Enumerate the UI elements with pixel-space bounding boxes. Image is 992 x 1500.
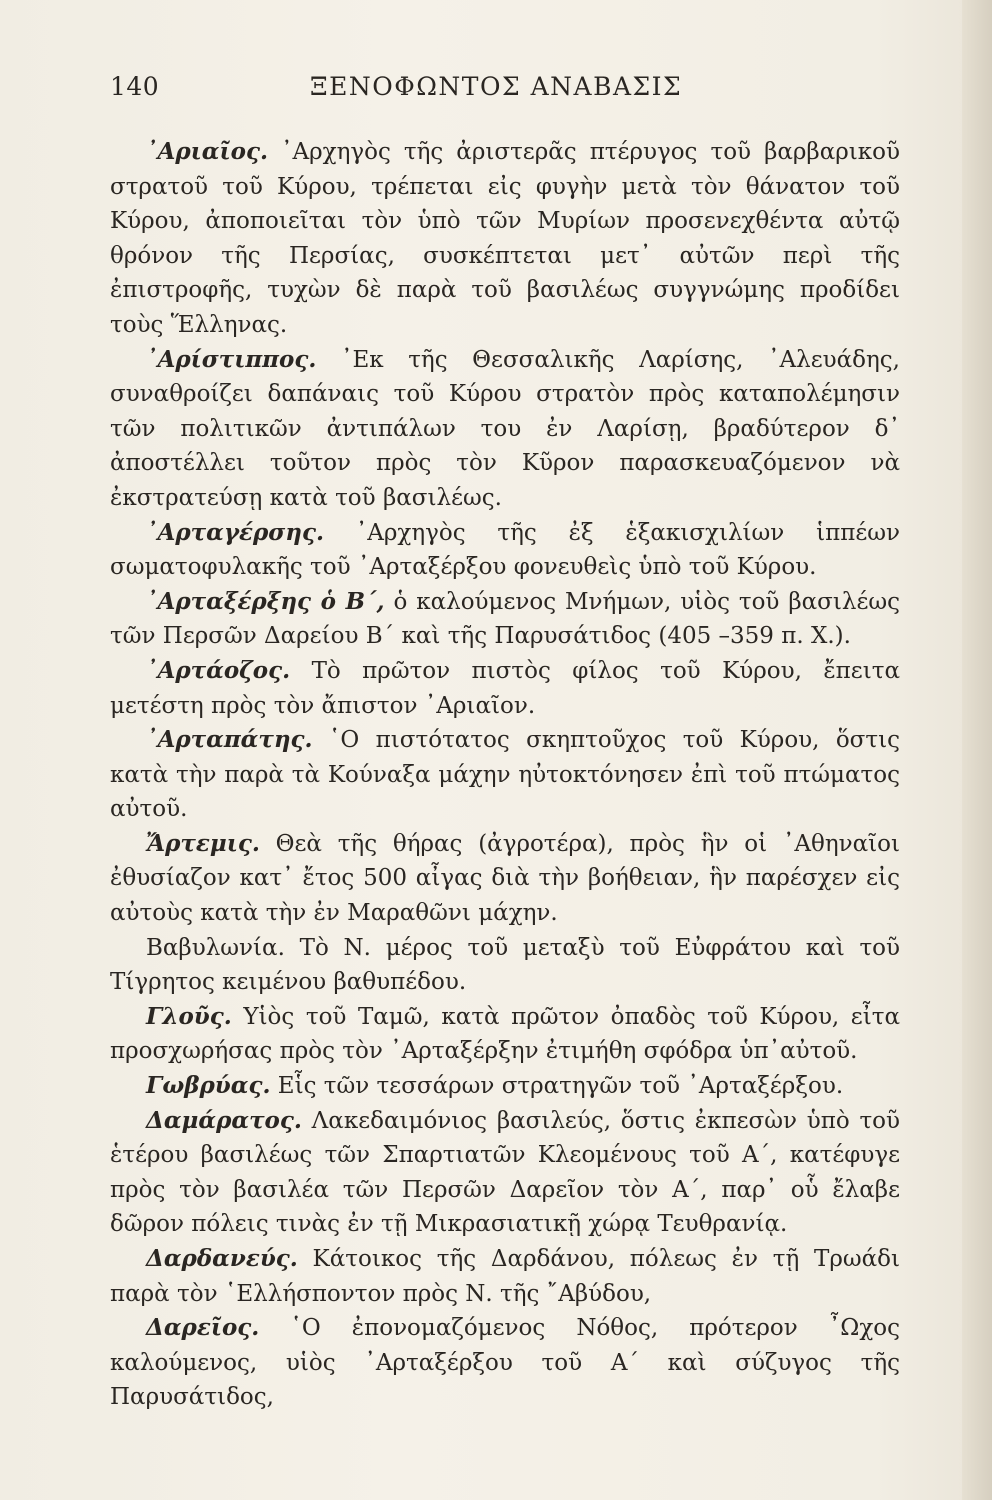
entry-text: Θεὰ τῆς θήρας (ἀγροτέρα), πρὸς ἣν οἱ ᾿Αθηναῖοι ἐθυσίαζον κατ᾿ ἔτος 500 αἶγας διὰ τὴν βοήθειαν, ἣν παρέσχεν εἰς αὐτοὺς κατὰ τὴν ἐν Μαραθῶνι μάχην. <box>110 830 900 927</box>
glossary-entry <box>110 1311 900 1415</box>
glossary-body <box>110 135 900 1415</box>
entry-headword: ᾿Αρταπάτης. <box>146 726 313 754</box>
entry-text: Υἱὸς τοῦ Ταμῶ, κατὰ πρῶτον ὀπαδὸς τοῦ Κύρου, εἶτα προσχωρήσας πρὸς τὸν ᾿Αρταξέρξην ἐτιμήθη σφόδρα ὑπ᾿αὐτοῦ. <box>110 1003 900 1065</box>
glossary-entry <box>110 135 900 343</box>
glossary-entry <box>110 585 900 654</box>
entry-headword: Δαρεῖος. <box>146 1314 260 1342</box>
page-header <box>110 72 900 112</box>
entry-text: ᾿Εκ τῆς Θεσσαλικῆς Λαρίσης, ᾿Αλευάδης, συναθροίζει δαπάναις τοῦ Κύρου στρατὸν πρὸς καταπολέμησιν τῶν πολιτικῶν ἀντιπάλων του ἐν Λαρίσῃ, βραδύτερον δ᾿ ἀποστέλλει τοῦτον πρὸς τὸν Κῦρον παρασκευαζόμενον νὰ ἐκστρατεύσῃ κατὰ τοῦ βασιλέως. <box>110 346 900 511</box>
entry-headword: Δαρδανεύς. <box>146 1245 298 1272</box>
glossary-entry <box>110 931 900 1000</box>
entry-headword: Ἄρτεμις. <box>146 829 260 857</box>
entry-text: Βαβυλωνία. Τὸ Ν. μέρος τοῦ μεταξὺ τοῦ Εὐφράτου καὶ τοῦ Τίγρητος κειμένου βαθυπέδου. <box>110 934 900 996</box>
glossary-entry <box>110 1069 900 1104</box>
entry-text: ῾Ο πιστότατος σκηπτοῦχος τοῦ Κύρου, ὅστις κατὰ τὴν παρὰ τὰ Κούναξα μάχην ηὐτοκτόνησεν ἐπὶ τοῦ πτώματος αὐτοῦ. <box>110 727 900 823</box>
glossary-entry <box>110 1104 900 1242</box>
entry-headword: Γλοῦς. <box>146 1002 232 1030</box>
entry-text: ῾Ο ἐπονομαζόμενος Νόθος, πρότερον ῏Ωχος καλούμενος, υἱὸς ᾿Αρταξέρξου τοῦ Α΄ καὶ σύζυγος τῆς Παρυσάτιδος, <box>110 1315 900 1411</box>
glossary-entry <box>110 827 900 931</box>
entry-headword: ᾿Αριαῖος. <box>146 138 268 165</box>
entry-headword: ᾿Αρταξέρξης ὁ Β΄, <box>146 587 385 615</box>
entry-text: Λακεδαιμόνιος βασιλεύς, ὅστις ἐκπεσὼν ὑπὸ τοῦ ἑτέρου βασιλέως τῶν Σπαρτιατῶν Κλεομένους τοῦ Α΄, κατέφυγε πρὸς τὸν βασιλέα τῶν Περσῶν Δαρεῖον τὸν Α΄, παρ᾿ οὗ ἔλαβε δῶρον πόλεις τινὰς ἐν τῇ Μικρασιατικῇ χώρᾳ Τευθρανίᾳ. <box>110 1107 900 1238</box>
entry-text: ὁ καλούμενος Μνήμων, υἱὸς τοῦ βασιλέως τῶν Περσῶν Δαρείου Β΄ καὶ τῆς Παρυσάτιδος (405 –359 π. Χ.). <box>110 588 900 650</box>
running-title: ΞΕΝΟΦΩΝΤΟΣ ΑΝΑΒΑΣΙΣ <box>310 72 683 101</box>
entry-headword: Γωβρύας. <box>146 1072 271 1100</box>
entry-headword: ᾿Αρτάοζος. <box>146 656 291 684</box>
glossary-entry <box>110 1242 900 1311</box>
glossary-entry <box>110 723 900 827</box>
page-number: 140 <box>110 72 160 101</box>
entry-text: ᾿Αρχηγὸς τῆς ἐξ ἑξακισχιλίων ἱππέων σωματοφυλακῆς τοῦ ᾿Αρταξέρξου φονευθεὶς ὑπὸ τοῦ Κύρου. <box>110 519 900 581</box>
entry-text: Κάτοικος τῆς Δαρδάνου, πόλεως ἐν τῇ Τρωάδι παρὰ τὸν ῾Ελλήσποντον πρὸς Ν. τῆς ῎Αβύδου, <box>110 1246 900 1307</box>
entry-text: Τὸ πρῶτον πιστὸς φίλος τοῦ Κύρου, ἔπειτα μετέστη πρὸς τὸν ἄπιστον ᾿Αριαῖον. <box>110 657 900 719</box>
entry-headword: ᾿Αρίστιππος. <box>146 345 317 373</box>
entry-text: Εἷς τῶν τεσσάρων στρατηγῶν τοῦ ᾿Αρταξέρξου. <box>270 1073 844 1100</box>
entry-text: ᾿Αρχηγὸς τῆς ἀριστερᾶς πτέρυγος τοῦ βαρβαρικοῦ στρατοῦ τοῦ Κύρου, τρέπεται εἰς φυγὴν μετὰ τὸν θάνατον τοῦ Κύρου, ἀποποιεῖται τὸν ὑπὸ τῶν Μυρίων προσενεχθέντα αὐτῷ θρόνον τῆς Περσίας, συσκέπτεται μετ᾿ αὐτῶν περὶ τῆς ἐπιστροφῆς, τυχὼν δὲ παρὰ τοῦ βασιλέως συγγνώμης προδίδει τοὺς Ἕλληνας. <box>110 139 900 338</box>
glossary-entry <box>110 1000 900 1069</box>
glossary-entry <box>110 516 900 585</box>
entry-headword: ᾿Αρταγέρσης. <box>146 518 324 546</box>
entry-headword: Δαμάρατος. <box>146 1106 302 1134</box>
page-edge <box>962 0 992 1500</box>
glossary-entry <box>110 343 900 516</box>
glossary-entry <box>110 654 900 723</box>
